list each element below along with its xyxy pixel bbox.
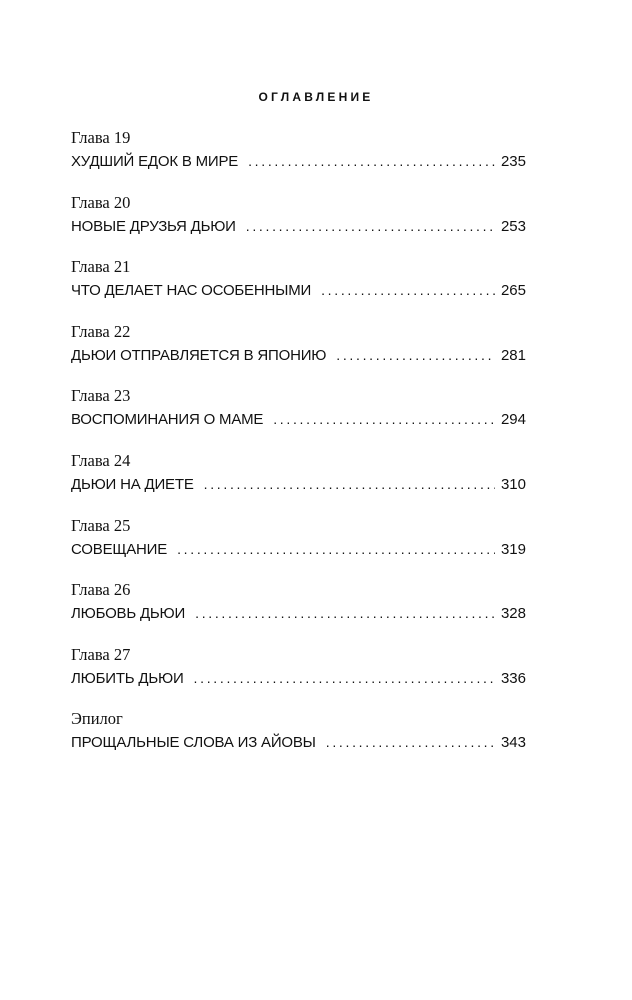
toc-entry[interactable] — [71, 386, 526, 451]
chapter-label: Глава 25 — [71, 515, 131, 535]
dot-leader — [321, 279, 495, 301]
chapter-title: СОВЕЩАНИЕ — [71, 540, 168, 558]
toc-entry[interactable] — [71, 193, 526, 258]
dot-leader — [177, 538, 495, 560]
entry-line — [71, 408, 526, 431]
page-number: 294 — [500, 411, 526, 429]
toc-entry[interactable] — [71, 645, 526, 710]
toc-list — [71, 128, 526, 774]
chapter-title: НОВЫЕ ДРУЗЬЯ ДЬЮИ — [71, 217, 236, 235]
page-number: 328 — [500, 605, 526, 623]
entry-line — [71, 344, 526, 367]
toc-heading: ОГЛАВЛЕНИЕ — [258, 90, 374, 104]
chapter-label: Глава 20 — [71, 192, 131, 212]
dot-leader — [248, 150, 495, 172]
chapter-title: ЧТО ДЕЛАЕТ НАС ОСОБЕННЫМИ — [71, 282, 312, 300]
dot-leader — [273, 408, 495, 430]
toc-entry[interactable] — [71, 451, 526, 516]
chapter-label: Глава 22 — [71, 321, 131, 341]
dot-leader — [204, 473, 495, 495]
chapter-title: ДЬЮИ НА ДИЕТЕ — [71, 475, 194, 493]
toc-entry[interactable] — [71, 516, 526, 581]
chapter-label: Глава 19 — [71, 128, 131, 147]
page-number: 336 — [500, 669, 526, 687]
dot-leader — [336, 344, 495, 366]
entry-line — [71, 538, 526, 561]
page-number: 343 — [500, 734, 526, 752]
dot-leader — [194, 667, 495, 689]
chapter-title: ЛЮБОВЬ ДЬЮИ — [71, 605, 186, 623]
dot-leader — [195, 602, 495, 624]
page-number: 235 — [500, 153, 526, 170]
chapter-label: Глава 24 — [71, 450, 131, 470]
toc-entry[interactable] — [71, 322, 526, 387]
entry-line — [71, 667, 526, 690]
toc-entry[interactable] — [71, 580, 526, 645]
entry-line — [71, 731, 526, 754]
chapter-title: ХУДШИЙ ЕДОК В МИРЕ — [71, 153, 239, 170]
entry-line — [71, 150, 526, 173]
chapter-label: Глава 27 — [71, 644, 131, 664]
chapter-title: ВОСПОМИНАНИЯ О МАМЕ — [71, 411, 264, 429]
entry-line — [71, 602, 526, 625]
epilogue-label: Эпилог — [71, 709, 123, 729]
page-number: 281 — [500, 346, 526, 364]
entry-line — [71, 279, 526, 302]
chapter-title: ПРОЩАЛЬНЫЕ СЛОВА ИЗ АЙОВЫ — [71, 734, 316, 752]
chapter-label: Глава 23 — [71, 386, 131, 406]
entry-line — [71, 215, 526, 238]
dot-leader — [246, 215, 495, 237]
chapter-label: Глава 21 — [71, 257, 131, 277]
chapter-title: ДЬЮИ ОТПРАВЛЯЕТСЯ В ЯПОНИЮ — [71, 346, 327, 364]
page-number: 310 — [500, 475, 526, 493]
entry-line — [71, 473, 526, 496]
toc-entry[interactable] — [71, 257, 526, 322]
toc-entry[interactable] — [71, 128, 526, 193]
page-number: 319 — [500, 540, 526, 558]
chapter-label: Глава 26 — [71, 580, 131, 600]
page-number: 253 — [500, 217, 526, 235]
dot-leader — [326, 731, 495, 753]
toc-entry[interactable] — [71, 709, 526, 774]
chapter-title: ЛЮБИТЬ ДЬЮИ — [71, 669, 184, 687]
page-number: 265 — [500, 282, 526, 300]
